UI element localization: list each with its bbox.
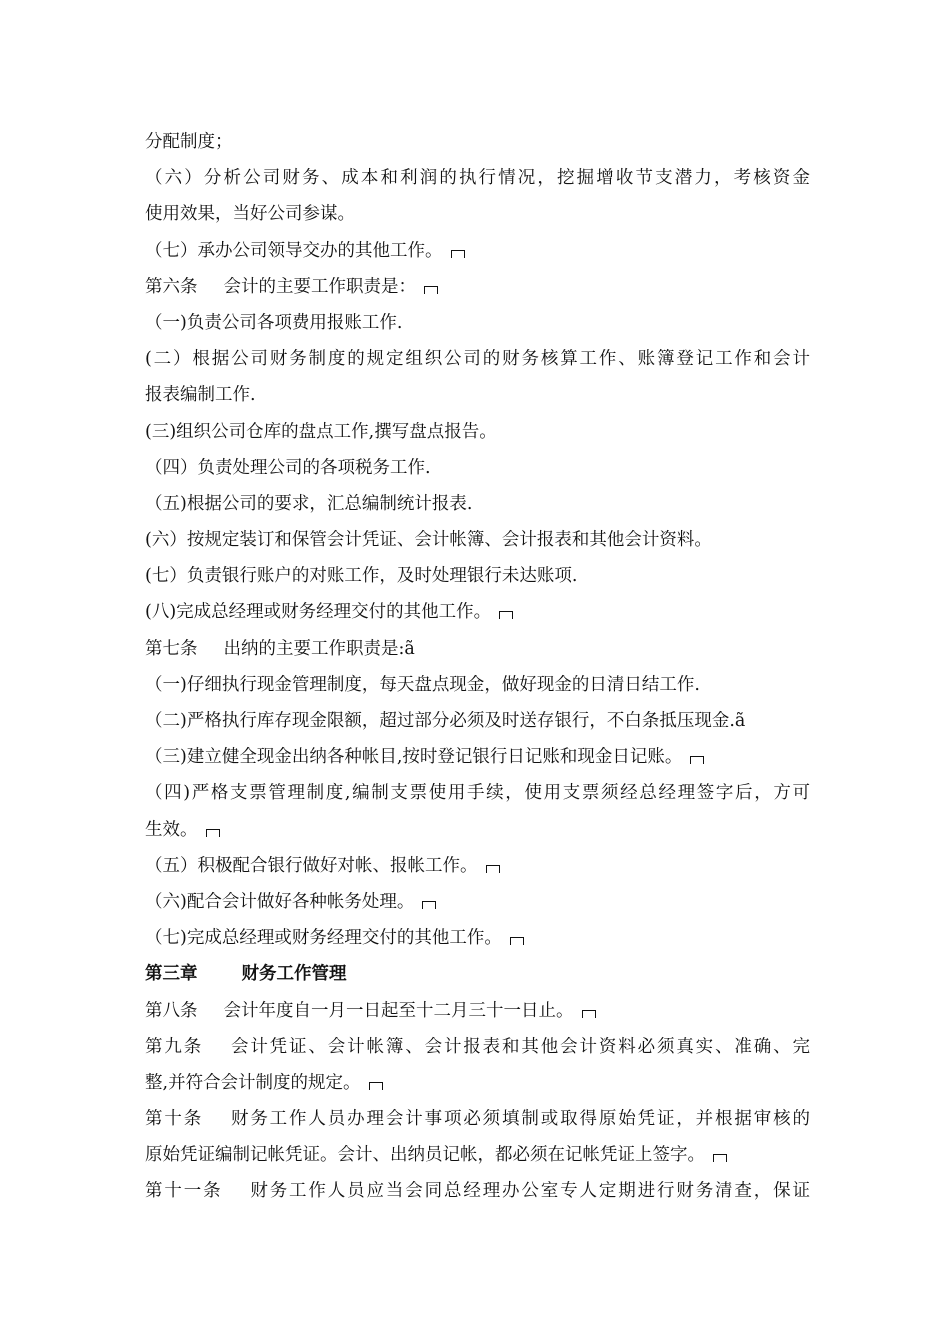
text-line (145, 920, 810, 956)
text-line (145, 305, 810, 341)
text-line (145, 269, 810, 305)
chapter-number: 第三章 (145, 964, 198, 985)
text-line (145, 414, 810, 450)
paragraph-mark-icon (422, 901, 436, 909)
text-line (145, 196, 810, 232)
text-line (145, 631, 810, 667)
text-line (145, 1065, 810, 1101)
text-line (145, 341, 810, 377)
paragraph-mark-icon (451, 250, 465, 258)
text-line (145, 1029, 810, 1065)
article-number: 第八条 (145, 1000, 198, 1021)
line-text: （四)严格支票管理制度,编制支票使用手续，使用支票须经总经理签字后，方可 (145, 783, 810, 804)
paragraph-mark-icon (499, 611, 513, 619)
line-text: 财务工作人员应当会同总经理办公室专人定期进行财务清查，保证 (248, 1181, 811, 1202)
line-text: （六)配合会计做好各种帐务处理。 (145, 891, 415, 912)
line-text: （一)负责公司各项费用报账工作. (145, 312, 403, 333)
line-text: （五)根据公司的要求，汇总编制统计报表. (145, 493, 473, 514)
line-text: 会计年度自一月一日起至十二月三十一日止。 (223, 1000, 574, 1021)
text-line (145, 703, 810, 739)
text-line (145, 1173, 810, 1209)
paragraph-mark-icon (369, 1082, 383, 1090)
line-text: 分配制度； (145, 132, 233, 152)
text-line (145, 775, 810, 811)
paragraph-mark-icon (690, 756, 704, 764)
text-line (145, 884, 810, 920)
line-text: (六）按规定装订和保管会计凭证、会计帐簿、会计报表和其他会计资料。 (145, 530, 712, 551)
paragraph-mark-icon (510, 937, 524, 945)
article-number: 第七条 (145, 638, 198, 659)
document-body (145, 124, 810, 1210)
line-text: (八)完成总经理或财务经理交付的其他工作。 (145, 602, 492, 623)
text-line (145, 667, 810, 703)
text-line (145, 522, 810, 558)
article-number: 第六条 (145, 276, 198, 297)
text-line (145, 450, 810, 486)
line-text: 整,并符合会计制度的规定。 (145, 1072, 361, 1093)
line-text: (七）负责银行账户的对账工作，及时处理银行未达账项. (145, 566, 578, 587)
line-text: (三)组织公司仓库的盘点工作,撰写盘点报告。 (145, 421, 497, 442)
line-text: （六）分析公司财务、成本和利润的执行情况，挖掘增收节支潜力，考核资金 (145, 168, 810, 189)
line-text: （七）承办公司领导交办的其他工作。 (145, 240, 443, 261)
line-text: 出纳的主要工作职责是:ã (223, 638, 415, 659)
text-line (145, 486, 810, 522)
line-text: （一)仔细执行现金管理制度，每天盘点现金，做好现金的日清日结工作. (145, 674, 700, 695)
paragraph-mark-icon (424, 286, 438, 294)
line-text: （五）积极配合银行做好对帐、报帐工作。 (145, 855, 478, 876)
line-text: 生效。 (145, 819, 198, 840)
line-text: （三)建立健全现金出纳各种帐目,按时登记银行日记账和现金日记账。 (145, 747, 683, 768)
line-text: （二)严格执行库存现金限额，超过部分必须及时送存银行，不白条抵压现金.ã (145, 711, 746, 731)
paragraph-mark-icon (206, 829, 220, 837)
line-text: 使用效果，当好公司参谋。 (145, 204, 355, 225)
line-text: 财务工作管理 (241, 964, 347, 985)
article-number: 第十条 (145, 1109, 204, 1130)
text-line (145, 558, 810, 594)
paragraph-mark-icon (713, 1154, 727, 1162)
line-text: 会计的主要工作职责是： (223, 276, 416, 297)
text-line (145, 993, 810, 1029)
paragraph-mark-icon (582, 1010, 596, 1018)
text-line (145, 160, 810, 196)
text-line (145, 594, 810, 630)
text-line (145, 124, 810, 160)
article-number: 第十一条 (145, 1181, 223, 1202)
line-text: （七)完成总经理或财务经理交付的其他工作。 (145, 928, 502, 949)
chapter-heading (145, 956, 810, 992)
paragraph-mark-icon (486, 865, 500, 873)
text-line (145, 812, 810, 848)
text-line (145, 377, 810, 413)
line-text: （四）负责处理公司的各项税务工作. (145, 457, 431, 478)
text-line (145, 233, 810, 269)
text-line (145, 1101, 810, 1137)
text-line (145, 1137, 810, 1173)
line-text: 会计凭证、会计帐簿、会计报表和其他会计资料必须真实、准确、完 (229, 1036, 811, 1057)
article-number: 第九条 (145, 1036, 204, 1057)
text-line (145, 739, 810, 775)
line-text: 报表编制工作. (145, 385, 256, 406)
line-text: 财务工作人员办理会计事项必须填制或取得原始凭证，并根据审核的 (229, 1109, 811, 1130)
text-line (145, 848, 810, 884)
line-text: (二）根据公司财务制度的规定组织公司的财务核算工作、账簿登记工作和会计 (145, 349, 810, 370)
line-text: 原始凭证编制记帐凭证。会计、出纳员记帐，都必须在记帐凭证上签字。 (145, 1145, 705, 1166)
